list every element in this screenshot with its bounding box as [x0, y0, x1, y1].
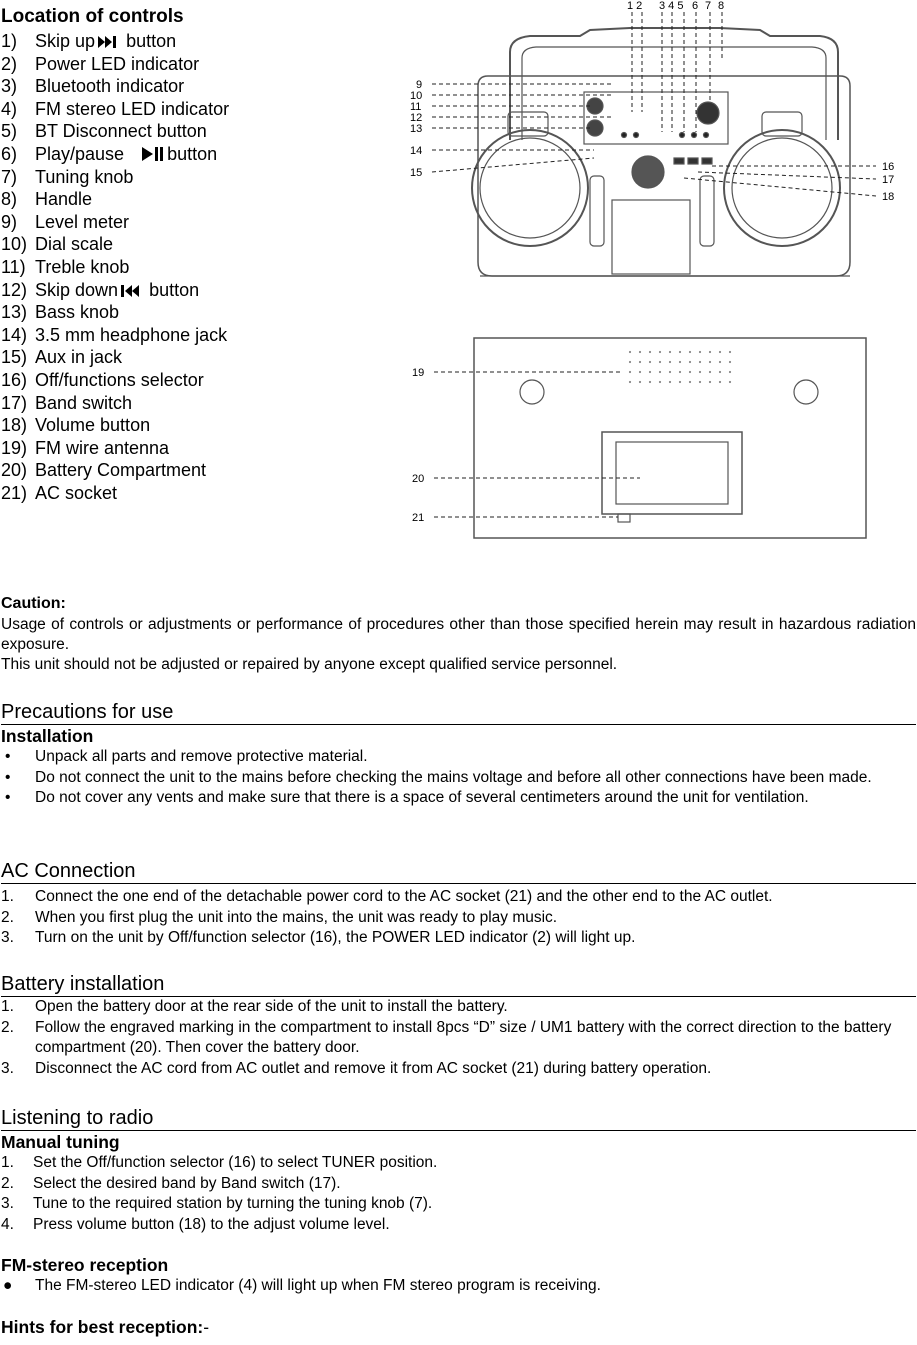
caution-section	[1, 595, 916, 675]
list-item: 2. Select the desired band by Band switch (17).	[1, 1174, 341, 1192]
list-item: 1. Open the battery door at the rear side of the unit to install the battery.	[1, 998, 508, 1015]
precautions-heading: Precautions for use	[1, 701, 916, 725]
precautions-section	[1, 701, 916, 809]
installation-heading: Installation	[1, 726, 94, 746]
caution-text: Usage of controls or adjustments or performance of procedures other than those specified herein may result in hazardous radiation exposure.	[1, 616, 916, 653]
callout-19: 19	[412, 367, 425, 379]
callout-17: 17	[882, 174, 895, 186]
callout-top-c: 6	[692, 0, 699, 12]
battery-heading: Battery installation	[1, 973, 916, 997]
skip-down-icon	[120, 284, 142, 298]
manual-tuning-heading: Manual tuning	[1, 1132, 120, 1152]
list-item: • Do not connect the unit to the mains before checking the mains voltage and before all other connections have been made.	[5, 768, 872, 786]
radio-section	[1, 1107, 916, 1338]
radio-heading: Listening to radio	[1, 1107, 916, 1131]
callout-13: 13	[410, 123, 423, 135]
caution-heading: Caution:	[1, 595, 66, 612]
control-item: 1) Skip up button	[1, 31, 177, 51]
callout-14: 14	[410, 145, 423, 157]
list-item: • Unpack all parts and remove protective material.	[5, 748, 368, 765]
callout-top-d: 7	[705, 0, 712, 12]
control-item: 5) BT Disconnect button	[1, 121, 207, 142]
list-item: 4. Press volume button (18) to the adjust volume level.	[1, 1215, 390, 1233]
list-item: ● The FM-stereo LED indicator (4) will light up when FM stereo program is receiving.	[3, 1277, 601, 1294]
control-item: 8) Handle	[1, 189, 93, 210]
control-item: 7) Tuning knob	[1, 166, 134, 187]
callout-top-b: 3 4 5	[659, 0, 684, 12]
ac-section	[1, 860, 916, 949]
callout-15: 15	[410, 167, 423, 179]
callout-10: 10	[410, 90, 423, 102]
control-item: 10) Dial scale	[1, 234, 114, 255]
callout-11: 11	[410, 101, 422, 113]
caution-text-2: This unit should not be adjusted or repaired by anyone except qualified service personnel.	[1, 656, 618, 673]
control-item: 2) Power LED indicator	[1, 53, 200, 74]
callout-9: 9	[416, 79, 423, 91]
fm-stereo-list	[1, 1276, 916, 1297]
list-item: 1. Set the Off/function selector (16) to select TUNER position.	[1, 1154, 438, 1171]
list-item: 3. Disconnect the AC cord from AC outlet and remove it from AC socket (21) during battery operation.	[1, 1059, 712, 1077]
control-item: 21) AC socket	[1, 482, 118, 503]
callout-21: 21	[412, 512, 425, 524]
list-item: 2. Follow the engraved marking in the compartment to install 8pcs “D” size / UM1 battery with the correct direction to the battery compartment (20). Then cover the battery door.	[1, 1018, 892, 1056]
control-item: 15) Aux in jack	[1, 347, 123, 368]
control-item: 11) Treble knob	[1, 256, 130, 277]
control-item: 9) Level meter	[1, 211, 130, 232]
control-item: 12) Skip down button	[1, 279, 200, 300]
hints-heading: Hints for best reception:-	[1, 1316, 210, 1337]
battery-list	[1, 997, 916, 1079]
controls-title: Location of controls	[1, 6, 184, 27]
callout-top-e: 8	[718, 0, 725, 12]
manual-tuning-list	[1, 1153, 916, 1235]
control-item: 13) Bass knob	[1, 302, 120, 323]
list-item: 3. Tune to the required station by turning the tuning knob (7).	[1, 1195, 433, 1212]
ac-heading: AC Connection	[1, 860, 916, 884]
controls-list	[1, 30, 229, 504]
control-item: 16) Off/functions selector	[1, 369, 204, 390]
control-item: 17) Band switch	[1, 392, 133, 413]
callout-20: 20	[412, 473, 425, 485]
installation-list	[1, 747, 916, 809]
callout-18: 18	[882, 191, 895, 203]
control-item: 19) FM wire antenna	[1, 437, 170, 458]
callout-16: 16	[882, 161, 895, 173]
fm-stereo-heading: FM-stereo reception	[1, 1255, 169, 1275]
product-diagram	[400, 0, 917, 545]
list-item: 2. When you first plug the unit into the mains, the unit was ready to play music.	[1, 908, 558, 926]
control-item: 20) Battery Compartment	[1, 460, 207, 481]
control-item: 3) Bluetooth indicator	[1, 76, 185, 97]
list-item: 1. Connect the one end of the detachable power cord to the AC socket (21) and the other end to the AC outlet.	[1, 888, 773, 905]
callout-top-a: 1 2	[627, 0, 643, 12]
control-item: 18) Volume button	[1, 415, 151, 436]
battery-section	[1, 973, 916, 1079]
callout-12: 12	[410, 112, 423, 124]
control-item: 14) 3.5 mm headphone jack	[1, 324, 228, 345]
control-item: 4) FM stereo LED indicator	[1, 98, 230, 119]
list-item: 3. Turn on the unit by Off/function selector (16), the POWER LED indicator (2) will light up.	[1, 929, 636, 946]
list-item: • Do not cover any vents and make sure that there is a space of several centimeters around the unit for ventilation.	[5, 789, 809, 806]
play-pause-icon	[141, 146, 165, 162]
ac-list	[1, 887, 916, 949]
skip-up-icon	[97, 35, 119, 49]
control-item: 6) Play/pause button	[1, 143, 218, 164]
